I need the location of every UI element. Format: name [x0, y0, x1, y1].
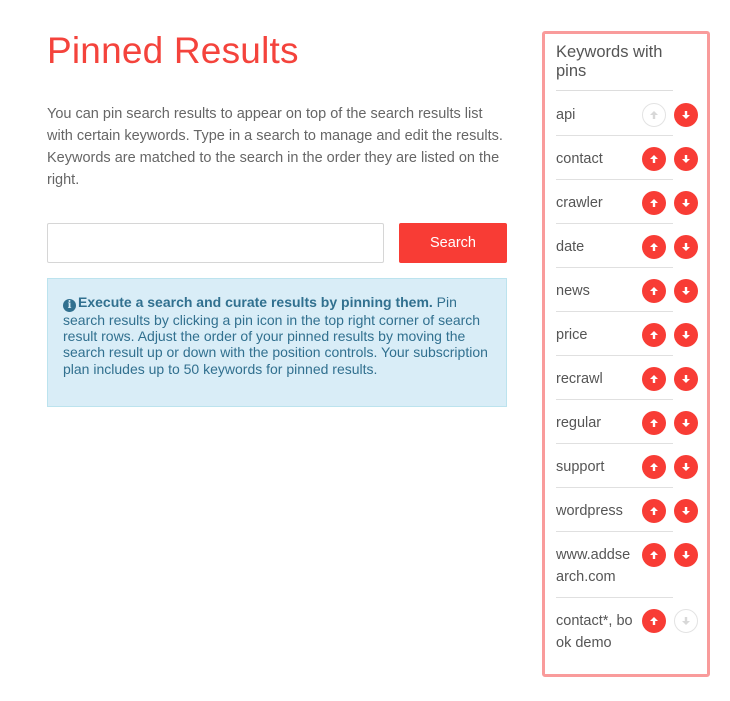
move-up-button[interactable] [642, 191, 666, 215]
arrow-up-icon [649, 198, 659, 208]
keyword-item [556, 267, 706, 311]
move-down-button[interactable] [674, 279, 698, 303]
keyword-label: contact [556, 151, 603, 167]
arrow-up-icon [649, 286, 659, 296]
arrow-down-icon [681, 110, 691, 120]
info-heading: Execute a search and curate results by pinning them. [78, 294, 433, 310]
info-text: Pin search results by clicking a pin icon in the top right corner of search result rows. Adjust the order of your pinned results by moving the search result up or down with the position controls. Your subscription plan includes up to 50 keywords for pinned results. [63, 294, 488, 377]
keyword-item [556, 443, 706, 487]
keyword-list [556, 91, 706, 663]
search-form [47, 223, 507, 263]
move-up-button[interactable] [642, 543, 666, 567]
keywords-sidebar [542, 31, 710, 677]
sidebar-title: Keywords with pins [556, 43, 663, 80]
keyword-label: api [556, 107, 576, 123]
move-up-button[interactable] [642, 455, 666, 479]
arrow-down-icon [681, 198, 691, 208]
move-up-button[interactable] [642, 323, 666, 347]
search-input[interactable] [47, 223, 384, 263]
keyword-item [556, 355, 706, 399]
keyword-item [556, 311, 706, 355]
move-up-button[interactable] [642, 235, 666, 259]
arrow-down-icon [681, 286, 691, 296]
arrow-down-icon [681, 374, 691, 384]
keyword-label: price [556, 327, 588, 343]
arrow-down-icon [681, 154, 691, 164]
move-up-button[interactable] [642, 279, 666, 303]
keyword-item [556, 91, 706, 135]
arrow-up-icon [649, 418, 659, 428]
keyword-label: support [556, 459, 605, 475]
intro-text: You can pin search results to appear on top of the search results list with certain keywords. Type in a search to manage and edit the results. Keywords are matched to the search in the order they are listed on the right. [47, 106, 503, 188]
arrow-up-icon [649, 154, 659, 164]
move-up-button[interactable] [642, 411, 666, 435]
search-button[interactable]: Search [399, 223, 507, 263]
keyword-item [556, 531, 706, 597]
arrow-up-icon [649, 330, 659, 340]
keyword-item [556, 135, 706, 179]
arrow-down-icon [681, 462, 691, 472]
arrow-up-icon [649, 550, 659, 560]
keyword-label: news [556, 283, 590, 299]
info-alert [47, 278, 507, 407]
move-up-button[interactable] [642, 147, 666, 171]
move-down-button[interactable] [674, 411, 698, 435]
move-up-button[interactable] [642, 499, 666, 523]
keyword-label: regular [556, 415, 602, 431]
keyword-label: crawler [556, 195, 603, 211]
keyword-item [556, 487, 706, 531]
keyword-label: wordpress [556, 503, 623, 519]
move-down-button[interactable] [674, 147, 698, 171]
move-up-button[interactable] [642, 103, 666, 127]
arrow-up-icon [649, 462, 659, 472]
move-down-button[interactable] [674, 499, 698, 523]
keyword-label: date [556, 239, 585, 255]
move-up-button[interactable] [642, 609, 666, 633]
arrow-down-icon [681, 506, 691, 516]
keyword-item [556, 179, 706, 223]
move-down-button[interactable] [674, 323, 698, 347]
page-title: Pinned Results [47, 30, 299, 71]
keyword-label: recrawl [556, 371, 603, 387]
keyword-item [556, 399, 706, 443]
arrow-up-icon [649, 242, 659, 252]
arrow-down-icon [681, 242, 691, 252]
arrow-down-icon [681, 330, 691, 340]
keyword-item [556, 597, 706, 663]
info-circle-icon: i [63, 299, 76, 312]
move-down-button[interactable] [674, 367, 698, 391]
move-down-button[interactable] [674, 235, 698, 259]
move-down-button[interactable] [674, 191, 698, 215]
arrow-down-icon [681, 550, 691, 560]
keyword-label: contact*, book demo [556, 613, 633, 651]
move-down-button[interactable] [674, 103, 698, 127]
arrow-up-icon [649, 506, 659, 516]
move-down-button[interactable] [674, 543, 698, 567]
move-down-button[interactable] [674, 455, 698, 479]
arrow-down-icon [681, 418, 691, 428]
arrow-up-icon [649, 616, 659, 626]
arrow-down-icon [681, 616, 691, 626]
move-down-button[interactable] [674, 609, 698, 633]
arrow-up-icon [649, 110, 659, 120]
move-up-button[interactable] [642, 367, 666, 391]
keyword-label: www.addsearch.com [556, 547, 631, 585]
keyword-item [556, 223, 706, 267]
arrow-up-icon [649, 374, 659, 384]
